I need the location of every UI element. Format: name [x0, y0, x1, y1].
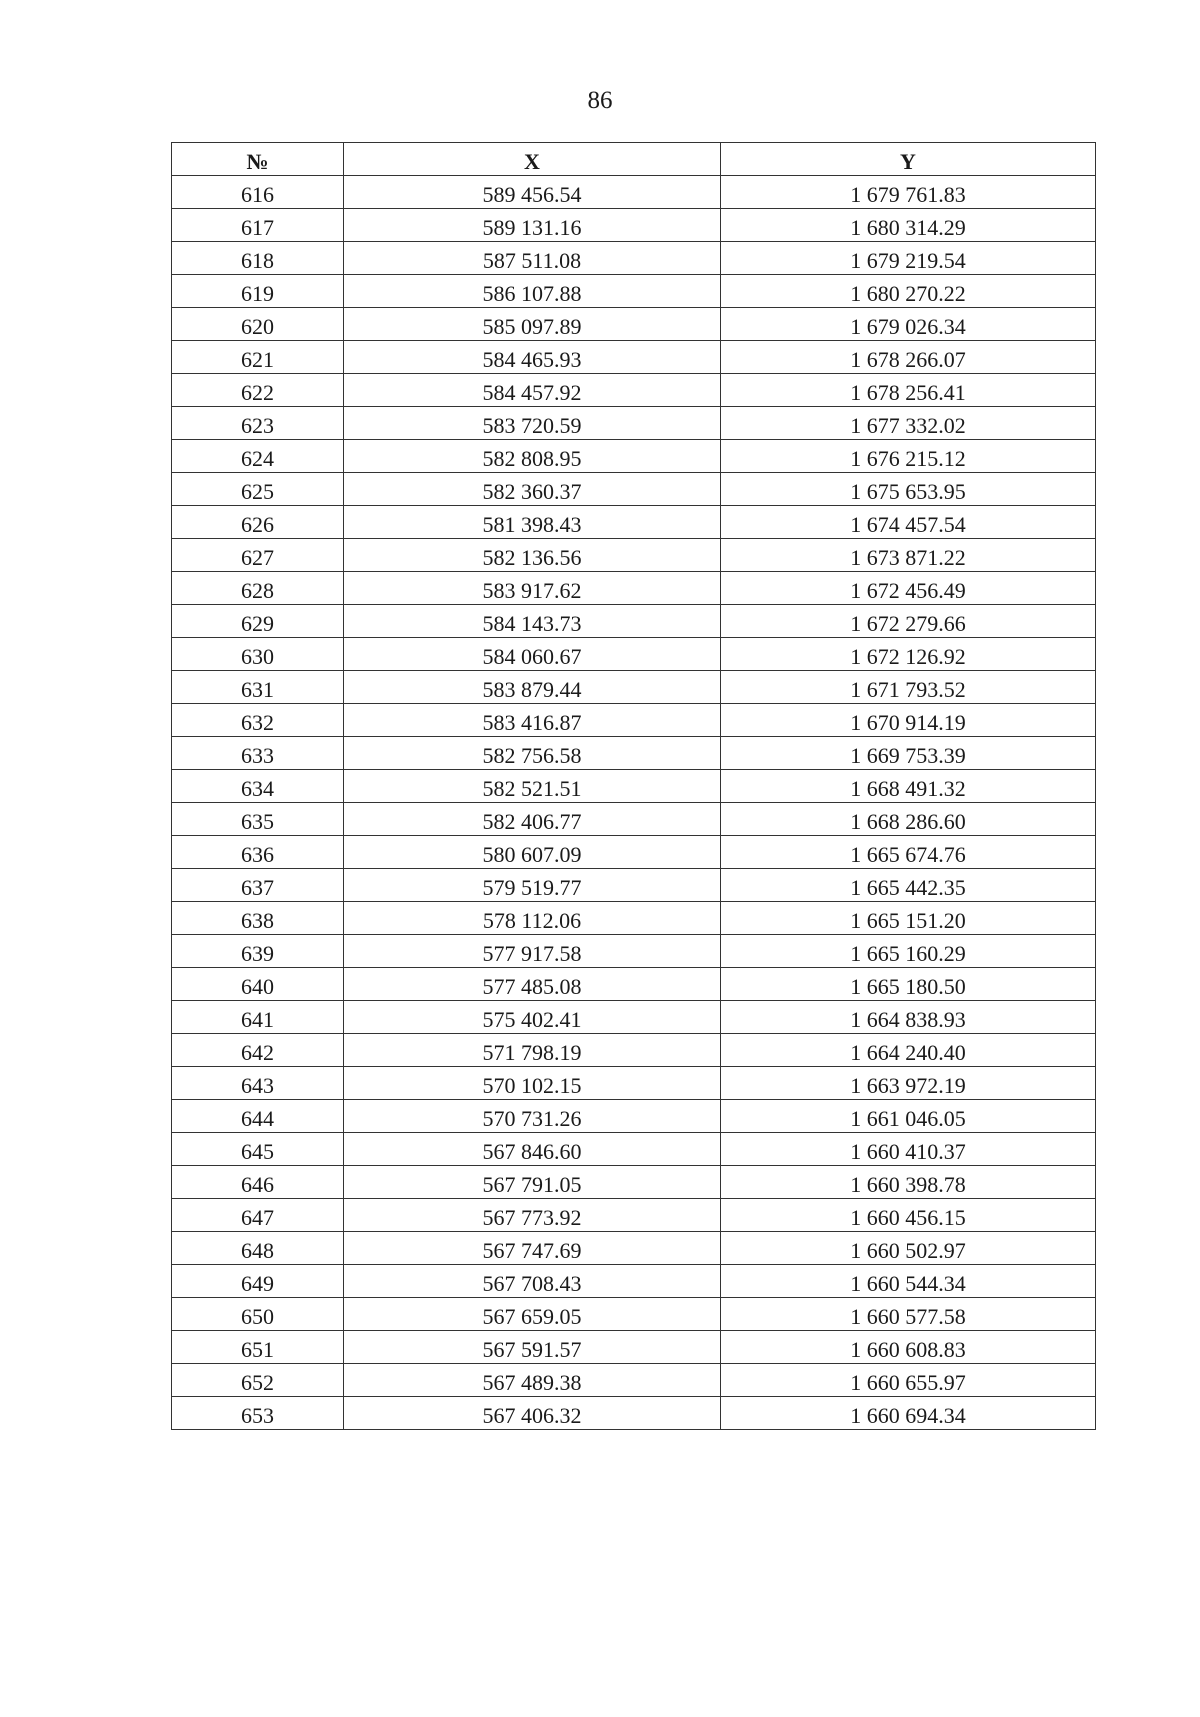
cell-number: 649 — [172, 1265, 344, 1298]
cell-x: 579 519.77 — [344, 869, 721, 902]
cell-number: 640 — [172, 968, 344, 1001]
cell-number: 645 — [172, 1133, 344, 1166]
cell-number: 625 — [172, 473, 344, 506]
table-row — [172, 671, 1096, 704]
cell-y: 1 679 219.54 — [721, 242, 1096, 275]
cell-x: 567 773.92 — [344, 1199, 721, 1232]
cell-y: 1 677 332.02 — [721, 407, 1096, 440]
table-row — [172, 539, 1096, 572]
cell-x: 582 406.77 — [344, 803, 721, 836]
cell-y: 1 679 026.34 — [721, 308, 1096, 341]
cell-x: 567 406.32 — [344, 1397, 721, 1430]
cell-number: 620 — [172, 308, 344, 341]
cell-y: 1 676 215.12 — [721, 440, 1096, 473]
cell-x: 584 465.93 — [344, 341, 721, 374]
cell-number: 646 — [172, 1166, 344, 1199]
cell-x: 578 112.06 — [344, 902, 721, 935]
table-row — [172, 869, 1096, 902]
cell-number: 644 — [172, 1100, 344, 1133]
cell-number: 635 — [172, 803, 344, 836]
cell-y: 1 679 761.83 — [721, 176, 1096, 209]
cell-x: 582 756.58 — [344, 737, 721, 770]
cell-x: 567 708.43 — [344, 1265, 721, 1298]
table-row — [172, 1067, 1096, 1100]
header-x: X — [344, 143, 721, 176]
cell-y: 1 660 577.58 — [721, 1298, 1096, 1331]
table-row — [172, 176, 1096, 209]
cell-y: 1 660 410.37 — [721, 1133, 1096, 1166]
page-number: 86 — [587, 87, 613, 114]
table-header — [172, 143, 1096, 176]
cell-number: 626 — [172, 506, 344, 539]
cell-y: 1 660 456.15 — [721, 1199, 1096, 1232]
cell-x: 577 917.58 — [344, 935, 721, 968]
cell-y: 1 664 240.40 — [721, 1034, 1096, 1067]
cell-x: 567 591.57 — [344, 1331, 721, 1364]
cell-number: 621 — [172, 341, 344, 374]
cell-x: 582 808.95 — [344, 440, 721, 473]
cell-y: 1 672 126.92 — [721, 638, 1096, 671]
table-row — [172, 968, 1096, 1001]
cell-number: 651 — [172, 1331, 344, 1364]
cell-x: 584 457.92 — [344, 374, 721, 407]
cell-number: 636 — [172, 836, 344, 869]
cell-x: 577 485.08 — [344, 968, 721, 1001]
table-row — [172, 935, 1096, 968]
cell-y: 1 660 398.78 — [721, 1166, 1096, 1199]
cell-y: 1 669 753.39 — [721, 737, 1096, 770]
cell-x: 582 360.37 — [344, 473, 721, 506]
table-row — [172, 1166, 1096, 1199]
table-row — [172, 209, 1096, 242]
cell-y: 1 680 270.22 — [721, 275, 1096, 308]
table-row — [172, 1232, 1096, 1265]
cell-x: 583 917.62 — [344, 572, 721, 605]
cell-number: 629 — [172, 605, 344, 638]
table-row — [172, 1001, 1096, 1034]
table-row — [172, 341, 1096, 374]
cell-number: 619 — [172, 275, 344, 308]
header-number: № — [172, 143, 344, 176]
cell-number: 632 — [172, 704, 344, 737]
table-row — [172, 704, 1096, 737]
table-row — [172, 473, 1096, 506]
cell-x: 587 511.08 — [344, 242, 721, 275]
cell-number: 641 — [172, 1001, 344, 1034]
cell-y: 1 668 286.60 — [721, 803, 1096, 836]
table-row — [172, 572, 1096, 605]
cell-y: 1 673 871.22 — [721, 539, 1096, 572]
table-row — [172, 605, 1096, 638]
table-row — [172, 1265, 1096, 1298]
cell-number: 652 — [172, 1364, 344, 1397]
cell-number: 650 — [172, 1298, 344, 1331]
cell-y: 1 678 266.07 — [721, 341, 1096, 374]
cell-y: 1 663 972.19 — [721, 1067, 1096, 1100]
table-row — [172, 407, 1096, 440]
cell-x: 589 456.54 — [344, 176, 721, 209]
cell-y: 1 660 544.34 — [721, 1265, 1096, 1298]
cell-x: 582 521.51 — [344, 770, 721, 803]
cell-number: 647 — [172, 1199, 344, 1232]
cell-number: 622 — [172, 374, 344, 407]
table-row — [172, 1133, 1096, 1166]
table-row — [172, 1397, 1096, 1430]
table-row — [172, 308, 1096, 341]
cell-number: 639 — [172, 935, 344, 968]
cell-number: 627 — [172, 539, 344, 572]
cell-y: 1 660 655.97 — [721, 1364, 1096, 1397]
cell-number: 623 — [172, 407, 344, 440]
table-row — [172, 902, 1096, 935]
table-row — [172, 1100, 1096, 1133]
cell-y: 1 665 160.29 — [721, 935, 1096, 968]
cell-number: 631 — [172, 671, 344, 704]
cell-number: 637 — [172, 869, 344, 902]
cell-y: 1 665 180.50 — [721, 968, 1096, 1001]
cell-number: 653 — [172, 1397, 344, 1430]
cell-y: 1 680 314.29 — [721, 209, 1096, 242]
cell-x: 567 489.38 — [344, 1364, 721, 1397]
table-row — [172, 770, 1096, 803]
cell-number: 638 — [172, 902, 344, 935]
header-row — [172, 143, 1096, 176]
cell-x: 580 607.09 — [344, 836, 721, 869]
cell-x: 567 747.69 — [344, 1232, 721, 1265]
cell-y: 1 668 491.32 — [721, 770, 1096, 803]
cell-x: 581 398.43 — [344, 506, 721, 539]
cell-y: 1 665 442.35 — [721, 869, 1096, 902]
cell-number: 624 — [172, 440, 344, 473]
cell-x: 571 798.19 — [344, 1034, 721, 1067]
table-row — [172, 1298, 1096, 1331]
cell-y: 1 675 653.95 — [721, 473, 1096, 506]
cell-number: 633 — [172, 737, 344, 770]
table-row — [172, 506, 1096, 539]
cell-y: 1 678 256.41 — [721, 374, 1096, 407]
cell-number: 616 — [172, 176, 344, 209]
cell-y: 1 671 793.52 — [721, 671, 1096, 704]
cell-y: 1 660 694.34 — [721, 1397, 1096, 1430]
cell-x: 570 102.15 — [344, 1067, 721, 1100]
table-row — [172, 242, 1096, 275]
cell-number: 634 — [172, 770, 344, 803]
cell-x: 589 131.16 — [344, 209, 721, 242]
cell-x: 575 402.41 — [344, 1001, 721, 1034]
cell-x: 586 107.88 — [344, 275, 721, 308]
table-row — [172, 803, 1096, 836]
cell-y: 1 660 608.83 — [721, 1331, 1096, 1364]
cell-number: 618 — [172, 242, 344, 275]
cell-y: 1 665 674.76 — [721, 836, 1096, 869]
coordinates-table — [171, 142, 1096, 1430]
cell-y: 1 661 046.05 — [721, 1100, 1096, 1133]
table-row — [172, 1199, 1096, 1232]
cell-number: 617 — [172, 209, 344, 242]
table-row — [172, 1034, 1096, 1067]
cell-number: 628 — [172, 572, 344, 605]
table-row — [172, 374, 1096, 407]
table-row — [172, 440, 1096, 473]
cell-number: 630 — [172, 638, 344, 671]
cell-x: 585 097.89 — [344, 308, 721, 341]
cell-x: 567 659.05 — [344, 1298, 721, 1331]
cell-y: 1 665 151.20 — [721, 902, 1096, 935]
cell-x: 582 136.56 — [344, 539, 721, 572]
cell-number: 648 — [172, 1232, 344, 1265]
cell-x: 583 879.44 — [344, 671, 721, 704]
cell-x: 583 720.59 — [344, 407, 721, 440]
cell-x: 584 143.73 — [344, 605, 721, 638]
table-row — [172, 1331, 1096, 1364]
header-y: Y — [721, 143, 1096, 176]
cell-y: 1 670 914.19 — [721, 704, 1096, 737]
table-row — [172, 1364, 1096, 1397]
cell-y: 1 672 456.49 — [721, 572, 1096, 605]
cell-y: 1 664 838.93 — [721, 1001, 1096, 1034]
table-row — [172, 275, 1096, 308]
table-body — [172, 176, 1096, 1430]
cell-number: 642 — [172, 1034, 344, 1067]
table-row — [172, 737, 1096, 770]
cell-x: 584 060.67 — [344, 638, 721, 671]
cell-x: 567 846.60 — [344, 1133, 721, 1166]
cell-y: 1 660 502.97 — [721, 1232, 1096, 1265]
cell-x: 570 731.26 — [344, 1100, 721, 1133]
table-row — [172, 638, 1096, 671]
cell-y: 1 674 457.54 — [721, 506, 1096, 539]
cell-y: 1 672 279.66 — [721, 605, 1096, 638]
cell-x: 567 791.05 — [344, 1166, 721, 1199]
table-row — [172, 836, 1096, 869]
cell-x: 583 416.87 — [344, 704, 721, 737]
cell-number: 643 — [172, 1067, 344, 1100]
